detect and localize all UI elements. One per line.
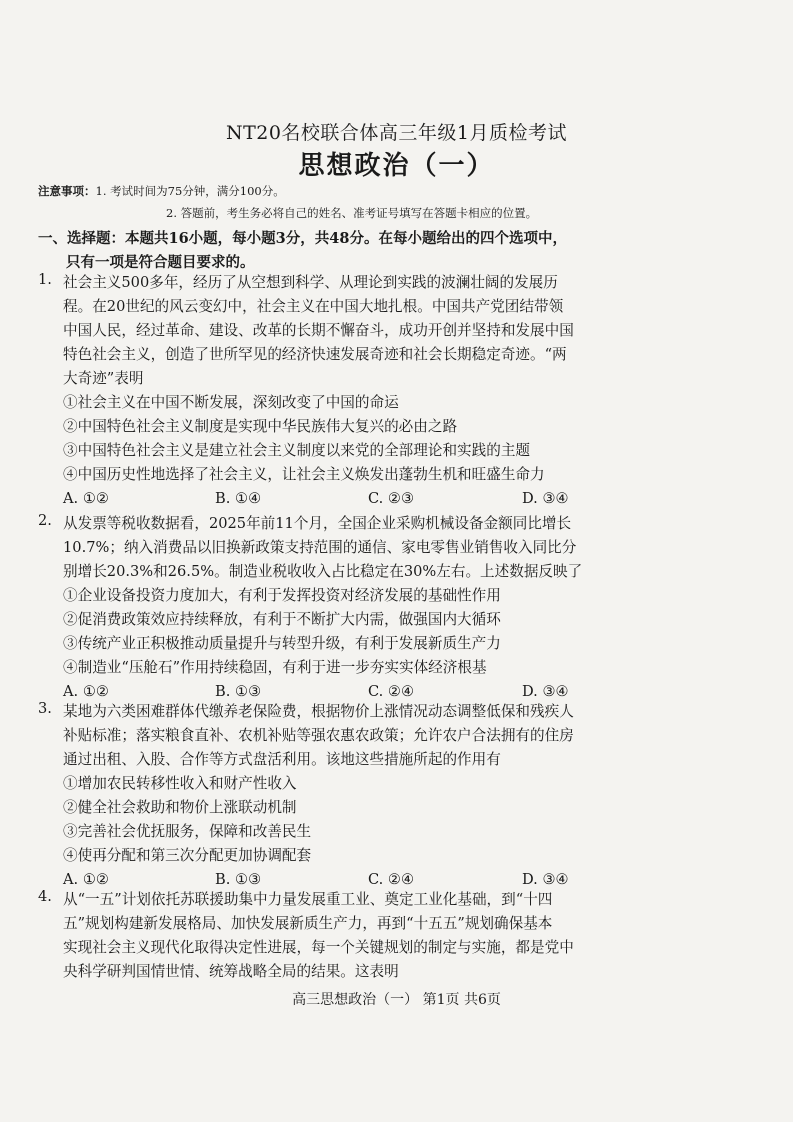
stem-line: 某地为六类困难群体代缴养老保险费，根据物价上涨情况动态调整低保和残疾人 bbox=[63, 703, 574, 720]
stem-line: 通过出租、入股、合作等方式盘活利用。该地这些措施所起的作用有 bbox=[63, 751, 501, 768]
choice-b: B. ①③ bbox=[215, 871, 262, 888]
notice-line-2 bbox=[166, 205, 537, 221]
choice-c: C. ②④ bbox=[368, 683, 415, 700]
section-heading bbox=[38, 227, 768, 275]
notice-line-1 bbox=[38, 183, 285, 199]
stem-line: 大奇迹”表明 bbox=[63, 370, 144, 387]
choice-b: B. ①③ bbox=[215, 683, 262, 700]
stem-line: 程。在20世纪的风云变幻中，社会主义在中国大地扎根。中国共产党团结带领 bbox=[63, 298, 564, 315]
question-4 bbox=[38, 888, 768, 984]
stem-line: 从发票等税收数据看，2025年前11个月，全国企业采购机械设备金额同比增长 bbox=[63, 515, 572, 532]
stem-line: 实现社会主义现代化取得决定性进展，每一个关键规划的制定与实施，都是党中 bbox=[63, 939, 574, 956]
statement-option: ①企业设备投资力度加大，有利于发挥投资对经济发展的基础性作用 bbox=[63, 587, 501, 604]
stem-line: 从“一五”计划依托苏联援助集中力量发展重工业、奠定工业化基础，到“十四 bbox=[63, 891, 553, 908]
statement-option: ④中国历史性地选择了社会主义，让社会主义焕发出蓬勃生机和旺盛生命力 bbox=[63, 466, 545, 483]
question-stem bbox=[63, 888, 768, 984]
statement-option: ③中国特色社会主义是建立社会主义制度以来党的全部理论和实践的主题 bbox=[63, 442, 531, 459]
answer-choices bbox=[63, 487, 768, 511]
section-heading-line: 一、选择题：本题共16小题，每小题3分，共48分。在每小题给出的四个选项中， bbox=[38, 230, 567, 247]
statement-option: ④制造业“压舱石”作用持续稳固，有利于进一步夯实实体经济根基 bbox=[63, 659, 487, 676]
stem-line: 别增长20.3%和26.5%。制造业税收收入占比稳定在30%左右。上述数据反映了 bbox=[63, 563, 583, 580]
choice-c: C. ②④ bbox=[368, 871, 415, 888]
stem-line: 中国人民，经过革命、建设、改革的长期不懈奋斗，成功开创并坚持和发展中国 bbox=[63, 322, 574, 339]
statement-option: ④使再分配和第三次分配更加协调配套 bbox=[63, 847, 312, 864]
notice-item: 1. 考试时间为75分钟，满分100分。 bbox=[95, 184, 285, 198]
question-2 bbox=[38, 512, 768, 704]
notice-label: 注意事项： bbox=[38, 184, 96, 198]
choice-d: D. ③④ bbox=[522, 871, 569, 888]
question-number: 4. bbox=[38, 888, 52, 905]
statement-option: ③传统产业正积极推动质量提升与转型升级，有利于发展新质生产力 bbox=[63, 635, 501, 652]
stem-line: 10.7%；纳入消费品以旧换新政策支持范围的通信、家电零售业销售收入同比分 bbox=[63, 539, 577, 556]
stem-line: 社会主义500多年，经历了从空想到科学、从理论到实践的波澜壮阔的发展历 bbox=[63, 274, 558, 291]
stem-line: 央科学研判国情世情、统筹战略全局的结果。这表明 bbox=[63, 963, 399, 980]
question-stem bbox=[63, 271, 768, 391]
choice-a: A. ①② bbox=[63, 683, 109, 700]
question-1 bbox=[38, 271, 768, 511]
choice-b: B. ①④ bbox=[215, 490, 262, 507]
stem-line: 五”规划构建新发展格局、加快发展新质生产力，再到“十五五”规划确保基本 bbox=[63, 915, 553, 932]
statement-option: ②促消费政策效应持续释放，有利于不断扩大内需，做强国内大循环 bbox=[63, 611, 501, 628]
statement-option: ①增加农民转移性收入和财产性收入 bbox=[63, 775, 297, 792]
statement-option: ③完善社会优抚服务，保障和改善民生 bbox=[63, 823, 312, 840]
exam-title: NT20名校联合体高三年级1月质检考试 bbox=[225, 122, 568, 144]
section-heading-line: 只有一项是符合题目要求的。 bbox=[66, 254, 255, 271]
question-number: 1. bbox=[38, 271, 52, 288]
notice-item: 2. 答题前，考生务必将自己的姓名、准考证号填写在答题卡相应的位置。 bbox=[166, 206, 538, 220]
choice-d: D. ③④ bbox=[522, 490, 569, 507]
statement-option: ②中国特色社会主义制度是实现中华民族伟大复兴的必由之路 bbox=[63, 418, 458, 435]
choice-c: C. ②③ bbox=[368, 490, 415, 507]
choice-a: A. ①② bbox=[63, 490, 109, 507]
statement-option: ①社会主义在中国不断发展，深刻改变了中国的命运 bbox=[63, 394, 399, 411]
question-number: 3. bbox=[38, 700, 52, 717]
question-number: 2. bbox=[38, 512, 52, 529]
subject-title: 思想政治（一） bbox=[298, 151, 495, 181]
question-stem bbox=[63, 700, 768, 772]
question-3 bbox=[38, 700, 768, 892]
choice-d: D. ③④ bbox=[522, 683, 569, 700]
stem-line: 特色社会主义，创造了世所罕见的经济快速发展奇迹和社会长期稳定奇迹。“两 bbox=[63, 346, 567, 363]
stem-line: 补贴标准；落实粮食直补、农机补贴等强农惠农政策；允许农户合法拥有的住房 bbox=[63, 727, 574, 744]
statement-option: ②健全社会救助和物价上涨联动机制 bbox=[63, 799, 297, 816]
page-footer: 高三思想政治（一） 第1页 共6页 bbox=[292, 992, 501, 1008]
question-stem bbox=[63, 512, 768, 584]
choice-a: A. ①② bbox=[63, 871, 109, 888]
